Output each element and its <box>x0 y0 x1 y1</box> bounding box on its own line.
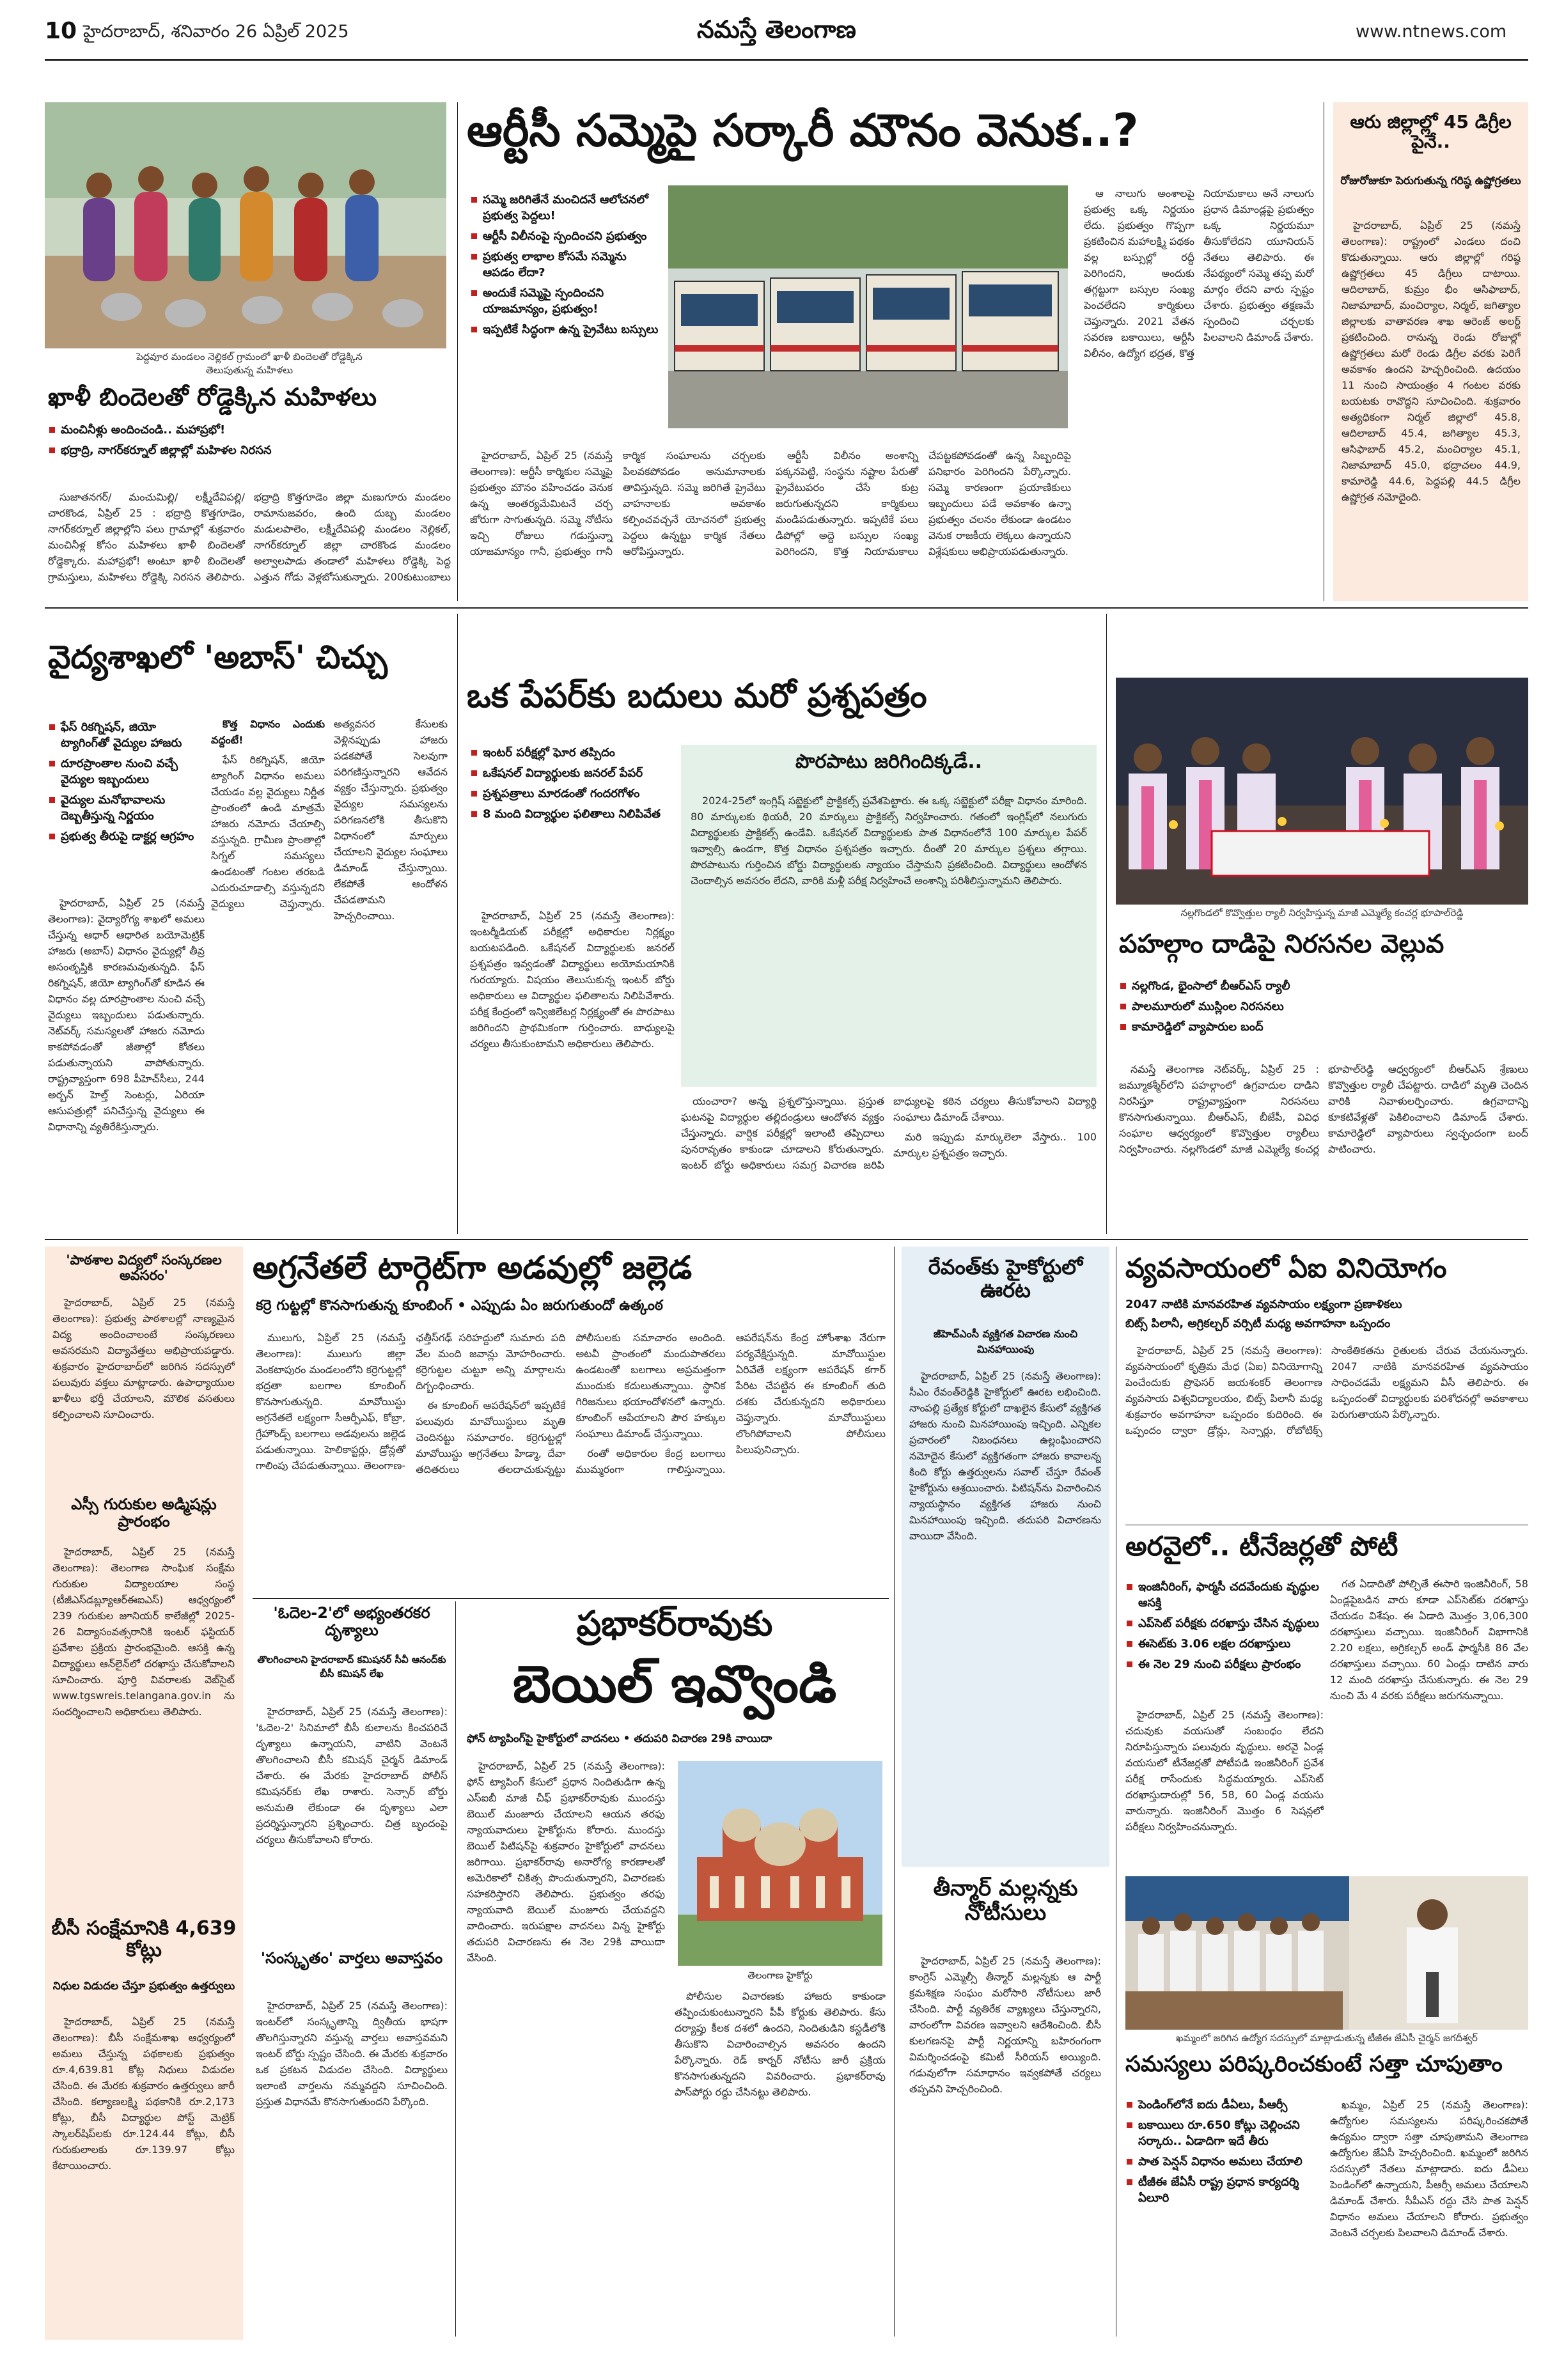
bullet-item: బకాయిలు రూ.650 కోట్లు చెల్లించని సర్కారు.. ఏడాదిగా ఇదే తీరు <box>1125 2117 1324 2149</box>
bullet-item: ప్రభుత్వ లాభాల కోసమే సమ్మెను ఆపడం లేదా? <box>470 249 662 281</box>
article-body: యంచారా? అన్న ప్రశ్నలొస్తున్నాయి. ప్రస్తుత ఘటనపై విద్యార్థుల తల్లిదండ్రులు ఆందోళన వ్యక్తం చేస్తున్నారు. వార్షిక పరీక్షల్లో ఇలాంటి తప్పిదాలు పునరావృతం కాకుండా చూడాలని కోరుతున్నారు. ఇంటర్ బోర్డు అధికారులు సమగ్ర విచారణ జరిపి బాధ్యులపై కఠిన చర్యలు తీసుకోవాలని విద్యార్థి సంఘాలు డిమాండ్ చేశాయి. మరి ఇప్పుడు మార్కులెలా వేస్తారు.. 100 మార్కుల ప్రశ్నపత్రం ఇచ్చారు. <box>681 1095 1097 1171</box>
bullet-list <box>1119 978 1320 1055</box>
brief-subtitle: నిధుల విడుదల చేస్తూ ప్రభుత్వం ఉత్తర్వులు <box>52 1980 235 1993</box>
article-body: హైదరాబాద్, ఏప్రిల్ 25 (నమస్తే తెలంగాణ): ఇంటర్మీడియట్ పరీక్షల్లో అధికారుల నిర్లక్ష్యం బయటపడింది. ఒకేషనల్ విద్యార్థులకు జనరల్ ప్రశ్నపత్రం ఇవ్వడంతో విద్యార్థులు అయోమయానికి గురయ్యారు. విషయం తెలుసుకున్న ఇంటర్ బోర్డు అధికారులు ఆ విద్యార్థుల ఫలితాలను నిలిపివేశారు. పరీక్ష కేంద్రంలో ఇన్విజిలేటర్ల నిర్లక్ష్యంతో ఈ పొరపాటు జరిగిందని ప్రాథమికంగా గుర్తించారు. బాధ్యులపై చర్యలు తీసుకుంటామని అధికారులు తెలిపారు. <box>470 910 675 1050</box>
headline: ఆరు జిల్లాల్లో 45 డిగ్రీల పైనే.. <box>1350 112 1512 153</box>
subheadline: ఫోన్ ట్యాపింగ్‌పై హైకోర్టులో వాదనలు • తదుపరి విచారణ 29కి వాయిదా <box>467 1732 772 1745</box>
brief-body: హైదరాబాద్, ఏప్రిల్ 25 (నమస్తే తెలంగాణ): ఇంటర్‌లో సంస్కృతాన్ని ద్వితీయ భాషగా తొలగిస్తున్నారని వస్తున్న వార్తలు అవాస్తవమని ఇంటర్ బోర్డు స్పష్టం చేసింది. ఈ మేరకు శుక్రవారం ఒక ప్రకటన విడుదల చేసింది. విద్యార్థులు ఇలాంటి వార్తలను నమ్మవద్దని సూచించింది. ప్రస్తుత విధానమే కొనసాగుతుందని పేర్కొంది. <box>256 2000 448 2108</box>
bullet-item: ఈసెట్‌కు 3.06 లక్షల దరఖాస్తులు <box>1125 1636 1324 1652</box>
bullet-item: ఇంజినీరింగ్, ఫార్మసీ చదవేందుకు వృద్ధుల ఆసక్తి <box>1125 1579 1324 1611</box>
photo-caption: నల్లగొండలో కొవ్వొత్తుల ర్యాలీ నిర్వహిస్తున్న మాజీ ఎమ్మెల్యే కంచర్ల భూపాల్‌రెడ్డి <box>1180 907 1464 919</box>
bullet-list <box>1125 2097 1324 2333</box>
article-body: పోలీసుల విచారణకు హాజరు కాకుండా తప్పించుకుంటున్నారని పీపీ కోర్టుకు తెలిపారు. కేసు దర్యాప్తు కీలక దశలో ఉందని, నిందితుడిని కస్టడీలోకి తీసుకొని విచారించాల్సిన అవసరం ఉందని పేర్కొన్నారు. రెడ్ కార్నర్ నోటీసు జారీ ప్రక్రియ కొనసాగుతున్నదని వివరించారు. ప్రభాకర్‌రావు పాస్‌పోర్టు రద్దు చేసినట్టు తెలిపారు. <box>675 1990 886 2098</box>
bullet-item: కామారెడ్డిలో వ్యాపారుల బంద్ <box>1119 1019 1320 1035</box>
bullet-item: పాత పెన్షన్ విధానం అమలు చేయాలి <box>1125 2154 1324 2170</box>
article-body: గత ఏడాదితో పోల్చితే ఈసారి ఇంజినీరింగ్, 58 ఏండ్లపైబడిన వారు కూడా ఎప్‌సెట్‌కు దరఖాస్తు చేయడం విశేషం. ఈ ఏడాది మొత్తం 3,06,300 దరఖాస్తులు వచ్చాయి. ఇంజినీరింగ్ విభాగానికి 2.20 లక్షలు, అగ్రికల్చర్ అండ్ ఫార్మసీకి 86 వేల దరఖాస్తులు వచ్చాయి. 60 ఏండ్లు దాటిన వారు 12 మంది దరఖాస్తు చేసుకున్నారు. ఈ నెల 29 నుంచి మే 4 వరకు పరీక్షలు జరుగనున్నాయి. <box>1330 1578 1528 1702</box>
subheadline: బిట్స్ పిలానీ, అగ్రికల్చర్ వర్సిటీ మధ్య అవగాహనా ఒప్పందం <box>1125 1317 1391 1330</box>
subheadline: కర్రె గుట్టల్లో కొనసాగుతున్న కూంబింగ్ • ఎప్పుడు ఏం జరుగుతుందో ఉత్కంఠ <box>256 1298 663 1314</box>
bullet-item: నల్లగొండ, భైంసాలో బీఆర్‌ఎస్ ర్యాలీ <box>1119 978 1320 994</box>
headline: పహల్గాం దాడిపై నిరసనల వెల్లువ <box>1119 930 1444 959</box>
headline: అగ్రనేతలే టార్గెట్‌గా అడవుల్లో జల్లెడ <box>253 1250 692 1286</box>
brief-title: తీన్మార్ మల్లన్నకు నోటీసులు <box>933 1876 1078 1926</box>
section-rule <box>45 1239 1528 1240</box>
photo-caption: తెలంగాణ హైకోర్టు <box>747 1970 813 1981</box>
bullet-item: ఎప్‌సెట్ పరీక్షకు దరఖాస్తు చేసిన వృద్ధులు <box>1125 1615 1324 1631</box>
brief-body: హైదరాబాద్, ఏప్రిల్ 25 (నమస్తే తెలంగాణ): బీసీ సంక్షేమశాఖ ఆధ్వర్యంలో అమలు చేస్తున్న పథకాలకు ప్రభుత్వం రూ.4,639.81 కోట్ల నిధులు విడుదల చేసింది. ఈ మేరకు శుక్రవారం ఉత్తర్వులు జారీ చేసింది. కల్యాణలక్ష్మి పథకానికి రూ.2,173 కోట్లు, బీసీ విద్యార్థుల పోస్ట్ మెట్రిక్ స్కాలర్‌షిప్‌లకు రూ.124.44 కోట్లు, బీసీ గురుకులాలకు రూ.139.97 కోట్లు కేటాయించారు. <box>52 2016 235 2172</box>
high-court-photo <box>678 1761 882 1966</box>
headline: బెయిల్ ఇవ్వొండి <box>512 1656 837 1714</box>
article-body: హైదరాబాద్, ఏప్రిల్ 25 (నమస్తే తెలంగాణ): వైద్యారోగ్య శాఖలో అమలు చేస్తున్న ఆధార్ ఆధారిత బయోమెట్రిక్ హాజరు (అబాస్) విధానం వైద్యుల్లో తీవ్ర అసంతృప్తికి కారణమవుతున్నది. ఫేస్ రికగ్నిషన్, జియో ట్యాగింగ్‌తో కూడిన ఈ విధానం వల్ల దూరప్రాంతాల నుంచి వచ్చే వైద్యులు ఇబ్బందులు పడుతున్నారు. నెట్‌వర్క్ సమస్యలతో హాజరు నమోదు కాకపోవడంతో జీతాల్లో కోతలు పడుతున్నాయని వాపోతున్నారు. రాష్ట్రవ్యాప్తంగా 698 పీహెచ్‌సీలు, 244 అర్బన్ హెల్త్ సెంటర్లు, ఏరియా ఆసుపత్రుల్లో పనిచేస్తున్న వైద్యులు ఈ విధానాన్ని వ్యతిరేకిస్తున్నారు. <box>48 897 205 1133</box>
bullet-item: ఆర్టీసీ విలీనంపై స్పందించని ప్రభుత్వం <box>470 228 662 244</box>
bullet-item: ప్రభుత్వ తీరుపై డాక్టర్ల ఆగ్రహం <box>48 828 201 844</box>
article-body: కొత్త విధానం ఎందుకు వద్దంటే! ఫేస్ రికగ్నిషన్, జియో ట్యాగింగ్ విధానం అమలు చేయడం వల్ల వైద్యులు నిర్ణీత ప్రాంతంలో ఉండి మాత్రమే హాజరు నమోదు చేయాల్సి వస్తున్నది. గ్రామీణ ప్రాంతాల్లో సిగ్నల్ సమస్యలు ఉండటంతో గంటల తరబడి ఎదురుచూడాల్సి వస్తున్నదని వైద్యులు చెప్తున్నారు. అత్యవసర కేసులకు వెళ్లినప్పుడు హాజరు పడకపోతే సెలవుగా పరిగణిస్తున్నారని ఆవేదన వ్యక్తం చేస్తున్నారు. ప్రభుత్వం వైద్యుల సమస్యలను పరిగణనలోకి తీసుకొని విధానంలో మార్పులు చేయాలని వైద్యుల సంఘాలు డిమాండ్ చేస్తున్నాయి. లేకపోతే ఆందోళన చేపడతామని హెచ్చరించాయి. <box>211 718 448 922</box>
bullet-item: ఇప్పటికే సిద్ధంగా ఉన్న ప్రైవేటు బస్సులు <box>470 322 662 338</box>
section-rule <box>253 1598 889 1599</box>
bullet-item: ఈ నెల 29 నుంచి పరీక్షలు ప్రారంభం <box>1125 1656 1324 1672</box>
bullet-item: ఇంటర్ పరీక్షల్లో ఘోర తప్పిదం <box>470 745 662 761</box>
bullet-item: మంచినీళ్లు అందించండి.. మహాప్రభో! <box>48 422 317 438</box>
bullet-item: దూరప్రాంతాల నుంచి వచ్చే వైద్యుల ఇబ్బందులు <box>48 756 201 788</box>
bullet-item: 8 మంది విద్యార్థుల ఫలితాలు నిలిపివేత <box>470 806 662 822</box>
article-body: హైదరాబాద్, ఏప్రిల్ 25 (నమస్తే తెలంగాణ): ఫోన్ ట్యాపింగ్ కేసులో ప్రధాన నిందితుడిగా ఉన్న ఎస్‌ఐబీ మాజీ చీఫ్ ప్రభాకర్‌రావుకు ముందస్తు బెయిల్ మంజూరు చేయాలని ఆయన తరఫు న్యాయవాదులు హైకోర్టును కోరారు. ముందస్తు బెయిల్ పిటిషన్‌పై శుక్రవారం హైకోర్టులో వాదనలు జరిగాయి. ప్రభాకర్‌రావు అనారోగ్య కారణాలతో అమెరికాలో చికిత్స పొందుతున్నారని, విచారణకు సహకరిస్తారని తెలిపారు. ప్రభుత్వం తరఫు న్యాయవాది బెయిల్ మంజూరు చేయవద్దని వాదించారు. ఇరుపక్షాల వాదనలు విన్న హైకోర్టు తదుపరి విచారణను ఈ నెల 29కి వాయిదా వేసింది. <box>467 1760 665 1964</box>
bullet-item: టీజీఈ జేఏసీ రాష్ట్ర ప్రధాన కార్యదర్శి ఏలూరి <box>1125 2174 1324 2206</box>
headline: సమస్యలు పరిష్కరించకుంటే సత్తా చూపుతాం <box>1125 2052 1503 2077</box>
photo-caption: పెద్దవూర మండలం నెల్లికల్ గ్రామంలో ఖాళీ బిందెలతో రోడ్డెక్కిన తెలుపుతున్న మహిళలు <box>136 351 363 376</box>
employees-meeting-photo <box>1125 1876 1528 2030</box>
column-rule <box>455 1601 456 2337</box>
article-body: ఖమ్మం, ఏప్రిల్ 25 (నమస్తే తెలంగాణ): ఉద్యోగుల సమస్యలను పరిష్కరించకపోతే ఉద్యమం ద్వారా సత్తా చూపుతామని తెలంగాణ ఉద్యోగుల జేఏసీ హెచ్చరించింది. ఖమ్మంలో జరిగిన సదస్సులో నేతలు మాట్లాడారు. ఐదు డీఏలు పెండింగ్‌లో ఉన్నాయని, పీఆర్సీ అమలు చేయాలని డిమాండ్ చేశారు. సీపీఎస్ రద్దు చేసి పాత పెన్షన్ విధానం అమలు చేయాలని కోరారు. ప్రభుత్వం వెంటనే చర్చలకు పిలవాలని డిమాండ్ చేశారు. <box>1330 2099 1528 2239</box>
brief-subtitle: తొలగించాలని హైదరాబాద్ కమిషనర్ సీవీ ఆనంద్‌కు బీసీ కమిషన్ లేఖ <box>257 1654 446 1679</box>
rtc-buses-photo <box>668 185 1068 428</box>
brief-body: హైదరాబాద్, ఏప్రిల్ 25 (నమస్తే తెలంగాణ): సీఎం రేవంత్‌రెడ్డికి హైకోర్టులో ఊరట లభించింది. నాంపల్లి ప్రత్యేక కోర్టులో దాఖలైన కేసులో వ్యక్తిగత హాజరు నుంచి మినహాయింపు ఇచ్చింది. ఎన్నికల ప్రచారంలో నిబంధనలు ఉల్లంఘించారని నమోదైన కేసులో వ్యక్తిగతంగా హాజరు కావాలన్న కింది కోర్టు ఉత్తర్వులను సవాల్ చేస్తూ రేవంత్ హైకోర్టును ఆశ్రయించారు. పిటిషన్‌ను విచారించిన న్యాయస్థానం వ్యక్తిగత హాజరు నుంచి మినహాయింపు ఇచ్చింది. తదుపరి విచారణను వాయిదా వేసింది. <box>909 1370 1101 1542</box>
headline: ఆర్టీసీ సమ్మెపై సర్కారీ మౌనం వెనుక..? <box>467 105 1139 157</box>
article-body: హైదరాబాద్, ఏప్రిల్ 25 (నమస్తే తెలంగాణ): రాష్ట్రంలో ఎండలు దంచి కొడుతున్నాయి. ఆరు జిల్లాల్లో గరిష్ఠ ఉష్ణోగ్రతలు 45 డిగ్రీలు దాటాయి. ఆదిలాబాద్, కుమ్రం భీం ఆసిఫాబాద్, నిజామాబాద్, మంచిర్యాల, నిర్మల్, జగిత్యాల జిల్లాలకు వాతావరణ శాఖ ఆరెంజ్ అలర్ట్ ప్రకటించింది. రానున్న రెండు రోజుల్లో ఉష్ణోగ్రతలు మరో రెండు డిగ్రీల వరకు పెరిగే అవకాశం ఉందని హెచ్చరించింది. ఉదయం 11 నుంచి సాయంత్రం 4 గంటల వరకు బయటకు రావొద్దని సూచించింది. శుక్రవారం అత్యధికంగా నిర్మల్ జిల్లాలో 45.8, ఆదిలాబాద్ 45.4, జగిత్యాల 45.3, ఆసిఫాబాద్ 45.2, మంచిర్యాల 45.1, నిజామాబాద్ 45.0, భద్రాచలం 44.9, కామారెడ్డి 44.6, పెద్దపల్లి 44.5 డిగ్రీల ఉష్ణోగ్రత నమోదైంది. <box>1342 219 1521 503</box>
brief-title: 'సంస్కృతం' వార్తలు అవాస్తవం <box>260 1950 443 1967</box>
brief-body: హైదరాబాద్, ఏప్రిల్ 25 (నమస్తే తెలంగాణ): 'ఓదెల-2' సినిమాలో బీసీ కులాలను కించపరిచే దృశ్యాలు ఉన్నాయని, వాటిని వెంటనే తొలగించాలని బీసీ కమిషన్ చైర్మన్ డిమాండ్ చేశారు. ఈ మేరకు హైదరాబాద్ పోలీస్ కమిషనర్‌కు లేఖ రాశారు. సెన్సార్ బోర్డు అనుమతి లేకుండా ఈ దృశ్యాలు ఎలా ప్రదర్శిస్తున్నారని ప్రశ్నించారు. చిత్ర బృందంపై చర్యలు తీసుకోవాలని కోరారు. <box>256 1706 448 1846</box>
article-body: సుజాతనగర్/ మంచుమిల్లి/ లక్ష్మీదేవిపల్లి/ చారకొండ, ఏప్రిల్ 25 : భద్రాద్రి కొత్తగూడెం, నాగర్‌కర్నూల్ జిల్లాల్లోని పలు గ్రామాల్లో శుక్రవారం మంచినీళ్ల కోసం మహిళలు ఖాళీ బిందెలతో రోడ్డెక్కారు. మహాప్రభో! అంటూ ఖాళీ బిందెలతో గ్రామస్తులు, మహిళలు రోడ్డెక్కి నిరసన తెలిపారు. భద్రాద్రి కొత్తగూడెం జిల్లా మణుగూరు మండలం రామానుజవరం, ఉంది దుబ్బ మండలం మడులపాలెం, లక్ష్మీదేవిపల్లి మండలం నెల్లికల్, నాగర్‌కర్నూల్ జిల్లా చారకొండ మండలం అల్వాలపాడు తండాలో మహిళలు రోడ్డెక్కి పెద్ద ఎత్తున గోడు వెళ్లబోసుకున్నారు. 200కుటుంబాలు <box>48 491 451 583</box>
bullet-item: ప్రశ్నపత్రాలు మారడంతో గందరగోళం <box>470 786 662 802</box>
bullet-list <box>1125 1579 1324 1700</box>
brief-title: ఎస్సీ గురుకుల అడ్మిషన్లు ప్రారంభం <box>71 1496 217 1530</box>
brief-title: బీసీ సంక్షేమానికి 4,639 కోట్లు <box>51 1918 237 1961</box>
column-rule <box>457 614 458 1234</box>
bullet-item: ఫేస్ రికగ్నిషన్, జియో ట్యాగింగ్‌తో వైద్యుల హాజరు <box>48 719 201 751</box>
page-number: 10 <box>45 18 77 44</box>
brief-body: హైదరాబాద్, ఏప్రిల్ 25 (నమస్తే తెలంగాణ): ప్రభుత్వ పాఠశాలల్లో నాణ్యమైన విద్య అందించాలంటే సంస్కరణలు అవసరమని విద్యావేత్తలు అభిప్రాయపడ్డారు. శుక్రవారం హైదరాబాద్‌లో జరిగిన సదస్సులో పలువురు వక్తలు మాట్లాడారు. ఉపాధ్యాయుల ఖాళీలు భర్తీ చేయాలని, మౌలిక వసతులు కల్పించాలని సూచించారు. <box>52 1296 235 1420</box>
headline: వ్యవసాయంలో ఏఐ వినియోగం <box>1125 1253 1447 1284</box>
bullet-list <box>48 422 317 486</box>
paper-name: నమస్తే తెలంగాణ <box>697 15 856 43</box>
article-body: నమస్తే తెలంగాణ నెట్‌వర్క్, ఏప్రిల్ 25 : జమ్మూకశ్మీర్‌లోని పహల్గాంలో ఉగ్రవాదుల దాడిని నిరసిస్తూ రాష్ట్రవ్యాప్తంగా నిరసనలు కొనసాగుతున్నాయి. బీఆర్‌ఎస్, బీజేపీ, వివిధ సంఘాల ఆధ్వర్యంలో కొవ్వొత్తుల ర్యాలీలు నిర్వహించారు. నల్లగొండలో మాజీ ఎమ్మెల్యే కంచర్ల భూపాల్‌రెడ్డి ఆధ్వర్యంలో బీఆర్‌ఎస్ శ్రేణులు కొవ్వొత్తుల ర్యాలీ చేపట్టారు. దాడిలో మృతి చెందిన వారికి నివాళులర్పించారు. ఉగ్రవాదాన్ని కూకటివేళ్లతో పెకిలించాలని డిమాండ్ చేశారు. కామారెడ్డిలో వ్యాపారులు స్వచ్ఛందంగా బంద్ పాటించారు. <box>1119 1063 1528 1155</box>
headline: వైద్యశాఖలో 'అబాస్' చిచ్చు <box>48 639 387 676</box>
bullet-item: సమ్మె జరిగితేనే మంచిదనే ఆలోచనలో ప్రభుత్వ పెద్దలు! <box>470 192 662 224</box>
subheadline: 2047 నాటికి మానవరహిత వ్యవసాయం లక్ష్యంగా ప్రణాళికలు <box>1125 1298 1402 1311</box>
headline: అరవైలో.. టీనేజర్లతో పోటీ <box>1125 1531 1398 1562</box>
website-url[interactable]: www.ntnews.com <box>1356 22 1507 42</box>
bullet-item: ఒకేషనల్ విద్యార్థులకు జనరల్ పేపర్ <box>470 765 662 781</box>
column-rule <box>1106 614 1107 1234</box>
column-rule <box>894 1247 895 2337</box>
article-body: ములుగు, ఏప్రిల్ 25 (నమస్తే తెలంగాణ): ములుగు జిల్లా వెంకటాపురం మండలంలోని కర్రెగుట్టల్లో భద్రతా బలగాల కూంబింగ్ కొనసాగుతున్నది. మావోయిస్టు అగ్రనేతలే లక్ష్యంగా సీఆర్పీఎఫ్, కోబ్రా, గ్రేహౌండ్స్ బలగాలు అడవులను జల్లెడ పడుతున్నాయి. హెలికాప్టర్లు, డ్రోన్లతో గాలింపు చేపడుతున్నాయి. తెలంగాణ-ఛత్తీస్‌గఢ్ సరిహద్దులో సుమారు పది వేల మంది జవాన్లు మోహరించారు. కర్రెగుట్టల చుట్టూ అన్ని మార్గాలను దిగ్బంధించారు. ఈ కూంబింగ్ ఆపరేషన్‌లో ఇప్పటికే పలువురు మావోయిస్టులు మృతి చెందినట్టు సమాచారం. కర్రెగుట్టల్లో మావోయిస్టు అగ్రనేతలు హిడ్మా, దేవా తదితరులు తలదాచుకున్నట్టు పోలీసులకు సమాచారం అందింది. అటవీ ప్రాంతంలో మందుపాతరలు ఉండటంతో బలగాలు అప్రమత్తంగా ముందుకు కదులుతున్నాయి. స్థానిక గిరిజనులు భయాందోళనలో ఉన్నారు. కూంబింగ్ ఆపేయాలని పౌర హక్కుల సంఘాలు డిమాండ్ చేస్తున్నాయి. రంతో అధికారుల కేంద్ర బలగాలు ముమ్మరంగా గాలిస్తున్నాయి. ఆపరేషన్‌ను కేంద్ర హోంశాఖ నేరుగా పర్యవేక్షిస్తున్నది. మావోయిస్టుల ఏరివేతే లక్ష్యంగా ఆపరేషన్ కగార్ పేరిట చేపట్టిన ఈ కూంబింగ్ తుది దశకు చేరుకున్నదని అధికారులు చెప్తున్నారు. మావోయిస్టులు లొంగిపోవాలని పోలీసులు పిలుపునిచ్చారు. <box>256 1332 886 1475</box>
article-body: హైదరాబాద్, ఏప్రిల్ 25 (నమస్తే తెలంగాణ): చదువుకు వయసుతో సంబంధం లేదని నిరూపిస్తున్నారు పలువురు వృద్ధులు. అరవై ఏండ్ల వయసులో టీనేజర్లతో పోటీపడి ఇంజినీరింగ్ ప్రవేశ పరీక్ష రాసేందుకు సిద్ధమయ్యారు. ఎప్‌సెట్ దరఖాస్తుదారుల్లో 56, 58, 60 ఏండ్ల వయసు వారున్నారు. ఇంజినీరింగ్ మొత్తం 6 సెషన్లలో పరీక్షలు నిర్వహించనున్నారు. <box>1125 1709 1324 1833</box>
brief-subtitle: జీహెచ్‌ఎంసీ వ్యక్తిగత విచారణ నుంచి మినహాయింపు <box>933 1328 1078 1355</box>
column-rule <box>457 102 458 601</box>
brief-title: రేవంత్‌కు హైకోర్టులో ఊరట <box>928 1256 1083 1302</box>
article-body: ఆ నాలుగు అంశాలపై ప్రభుత్వ ఒక్క నిర్ణయం లేదు. ప్రభుత్వం గొప్పగా ప్రకటించిన మహాలక్ష్మి పథకం వల్ల బస్సుల్లో రద్దీ పెరిగిందని, అందుకు తగ్గట్టుగా బస్సుల సంఖ్య పెంచలేదని కార్మికులు చెప్తున్నారు. 2021 వేతన సవరణ బకాయిలు, ఆర్టీసీ విలీనం, ఉద్యోగ భద్రత, కొత్త నియామకాలు అనే నాలుగు ప్రధాన డిమాండ్లపై ప్రభుత్వం ఒక్క నిర్ణయమూ తీసుకోలేదని యూనియన్ నేతలు తెలిపారు. ఈ నేపథ్యంలో సమ్మె తప్ప మరో మార్గం లేదని వారు స్పష్టం చేశారు. ప్రభుత్వం తక్షణమే స్పందించి చర్చలకు పిలవాలని డిమాండ్ చేశారు. <box>1084 187 1314 359</box>
brief-title: 'ఓదెల-2'లో అభ్యంతరకర దృశ్యాలు <box>273 1605 430 1639</box>
article-body: హైదరాబాద్, ఏప్రిల్ 25 (నమస్తే తెలంగాణ): ఆర్టీసీ కార్మికుల సమ్మెపై ప్రభుత్వం మౌనం వహించడం వెనుక ఉన్న ఆంతర్యమేమిటనే చర్చ జోరుగా సాగుతున్నది. సమ్మె నోటీసు ఇచ్చి రోజులు గడుస్తున్నా యాజమాన్యం గానీ, ప్రభుత్వం గానీ కార్మిక సంఘాలను చర్చలకు పిలవకపోవడం అనుమానాలకు తావిస్తున్నది. సమ్మె జరిగితే ప్రైవేటు వాహనాలకు అవకాశం కల్పించవచ్చనే యోచనలో ప్రభుత్వ పెద్దలు ఉన్నట్టు కార్మిక నేతలు ఆరోపిస్తున్నారు. ఆర్టీసీ విలీనం అంశాన్ని పక్కనపెట్టి, సంస్థను నష్టాల పేరుతో ప్రైవేటుపరం చేసే కుట్ర జరుగుతున్నదని కార్మికులు మండిపడుతున్నారు. ఇప్పటికే పలు డిపోల్లో అద్దె బస్సుల సంఖ్య పెరిగిందని, కొత్త నియామకాలు చేపట్టకపోవడంతో ఉన్న సిబ్బందిపై పనిభారం పెరిగిందని పేర్కొన్నారు. సమ్మె కారణంగా ప్రయాణికులు ఇబ్బందులు పడే అవకాశం ఉన్నా ప్రభుత్వం చలనం లేకుండా ఉండటం వెనుక రాజకీయ లెక్కలు ఉన్నాయని విశ్లేషకులు అభిప్రాయపడుతున్నారు. <box>470 449 1071 557</box>
candle-rally-photo <box>1116 678 1528 905</box>
dateline: హైదరాబాద్, శనివారం 26 ఏప్రిల్ 2025 <box>83 22 349 42</box>
brief-body: హైదరాబాద్, ఏప్రిల్ 25 (నమస్తే తెలంగాణ): కాంగ్రెస్ ఎమ్మెల్సీ తీన్మార్ మల్లన్నకు ఆ పార్టీ క్రమశిక్షణ సంఘం మరోసారి నోటీసులు జారీ చేసింది. పార్టీ వ్యతిరేక వ్యాఖ్యలు చేస్తున్నారని, వారంలోగా వివరణ ఇవ్వాలని ఆదేశించింది. బీసీ కులగణనపై పార్టీ నిర్ణయాన్ని బహిరంగంగా విమర్శించడంపై కమిటీ సీరియస్ అయ్యింది. గడువులోగా సమాధానం ఇవ్వకపోతే చర్యలు తప్పవని హెచ్చరించింది. <box>909 1955 1101 2095</box>
section-rule <box>45 607 1528 609</box>
headline: ప్రభాకర్‌రావుకు <box>576 1605 773 1644</box>
bullet-list <box>470 745 662 905</box>
bullet-item: వైద్యుల మనోభావాలను దెబ్బతీస్తున్న నిర్ణయం <box>48 792 201 824</box>
bullet-list <box>48 719 201 892</box>
photo-caption: ఖమ్మంలో జరిగిన ఉద్యోగ సదస్సులో మాట్లాడుతున్న టీజీఈ జేఏసీ చైర్మన్ జగదీశ్వర్ <box>1176 2032 1478 2044</box>
bullet-list <box>470 192 662 441</box>
women-water-protest-photo <box>45 102 446 348</box>
bullet-item: పెండింగ్‌లోనే ఐదు డీఏలు, పీఆర్సీ <box>1125 2097 1324 2113</box>
bullet-item: అందుకే సమ్మెపై స్పందించని యాజమాన్యం, ప్రభుత్వం! <box>470 285 662 317</box>
article-body: హైదరాబాద్, ఏప్రిల్ 25 (నమస్తే తెలంగాణ): వ్యవసాయంలో కృత్రిమ మేధ (ఏఐ) వినియోగాన్ని పెంచేందుకు ప్రొఫెసర్ జయశంకర్ తెలంగాణ వ్యవసాయ విశ్వవిద్యాలయం, బిట్స్ పిలానీ మధ్య శుక్రవారం అవగాహనా ఒప్పందం కుదిరింది. ఈ ఒప్పందం ద్వారా డ్రోన్లు, సెన్సార్లు, రోబోటిక్స్ సాంకేతికతను రైతులకు చేరువ చేయనున్నారు. 2047 నాటికి మానవరహిత వ్యవసాయం సాధించడమే లక్ష్యమని వీసీ తెలిపారు. ఈ ఒప్పందంతో విద్యార్థులకు పరిశోధనల్లో అవకాశాలు పెరుగుతాయని పేర్కొన్నారు. <box>1125 1344 1528 1436</box>
bullet-item: భద్రాద్రి, నాగర్‌కర్నూల్ జిల్లాల్లో మహిళల నిరసన <box>48 442 317 458</box>
headline: ఒక పేపర్‌కు బదులు మరో ప్రశ్నపత్రం <box>467 678 927 715</box>
bullet-item: పాలమూరులో ముస్లింల నిరసనలు <box>1119 999 1320 1015</box>
brief-title: 'పాఠశాల విద్యలో సంస్కరణల అవసరం' <box>66 1253 222 1283</box>
masthead-rule <box>45 59 1528 61</box>
masthead <box>19 9 1538 54</box>
subheadline: రోజురోజుకూ పెరుగుతున్న గరిష్ఠ ఉష్ణోగ్రతలు <box>1340 175 1521 187</box>
headline: ఖాళీ బిందెలతో రోడ్డెక్కిన మహిళలు <box>48 384 377 411</box>
brief-body: హైదరాబాద్, ఏప్రిల్ 25 (నమస్తే తెలంగాణ): తెలంగాణ సాంఘిక సంక్షేమ గురుకుల విద్యాలయాల సంస్థ (టీజీఎస్‌డబ్ల్యూఆర్‌ఈఐఎస్) ఆధ్వర్యంలో 239 గురుకుల జూనియర్ కాలేజీల్లో 2025-26 విద్యాసంవత్సరానికి ఇంటర్ ఫస్టియర్ ప్రవేశాల ప్రక్రియ ప్రారంభమైంది. ఆసక్తి ఉన్న విద్యార్థులు ఆన్‌లైన్‌లో దరఖాస్తు చేసుకోవాలని సూచించారు. పూర్తి వివరాలకు వెబ్‌సైట్ www.tgswreis.telangana.gov.in ను సందర్శించాలని అధికారులు తెలిపారు. <box>52 1546 235 1718</box>
box-title: పొరపాటు జరిగిందిక్కడే.. <box>795 751 982 773</box>
box-body: 2024-25లో ఇంగ్లిష్ సబ్జెక్టులో ప్రాక్టికల్స్ ప్రవేశపెట్టారు. ఈ ఒక్క సబ్జెక్టులో పరీక్షా విధానం మారింది. 80 మార్కులకు థియరీ, 20 మార్కులు ప్రాక్టికల్స్ నిర్వహించారు. గతంలో ఇంగ్లిష్‌లో నలుగురు విద్యార్థులకు ప్రాక్టికల్స్ ఉండేవి. ఒకేషనల్ విద్యార్థులకు పాత విధానంలోనే 100 మార్కుల పేపర్ ఇవ్వాల్సి ఉండగా, కొత్త విధానం ప్రశ్నపత్రం ఇచ్చారు. దీంతో 20 మార్కుల ప్రశ్నలు తగ్గాయి. పొరపాటును గుర్తించిన బోర్డు విద్యార్థులకు న్యాయం చేస్తామని ప్రకటించింది. విద్యార్థులు ఆందోళన చెందాల్సిన అవసరం లేదని, వారికి మళ్లీ పరీక్ష నిర్వహించే అంశాన్ని పరిశీలిస్తున్నామని తెలిపారు. <box>691 795 1087 887</box>
